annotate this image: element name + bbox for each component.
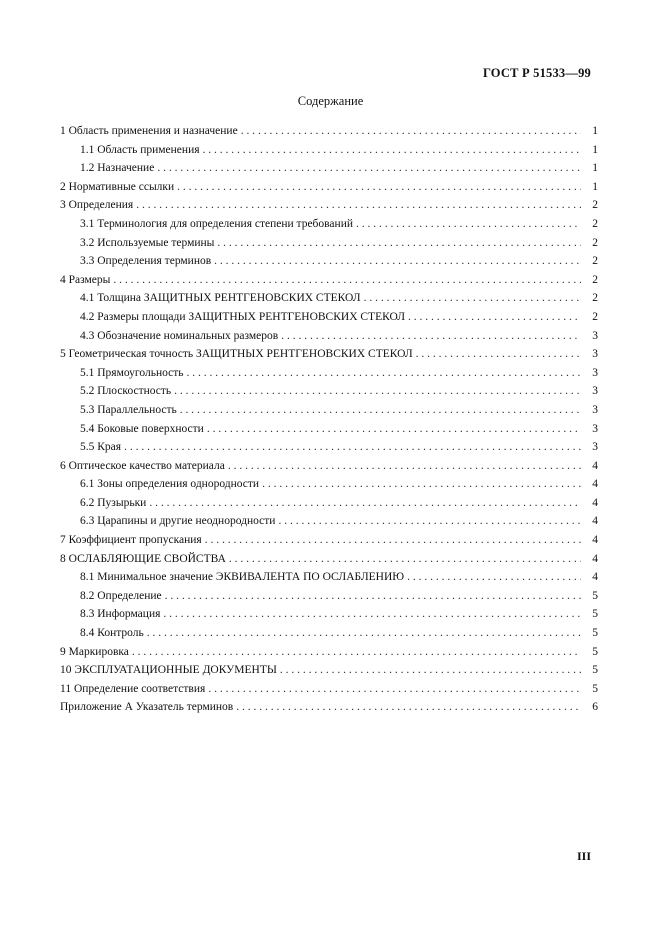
dot-leader — [262, 475, 581, 494]
toc-entry — [60, 438, 598, 457]
toc-entry-page: 6 — [592, 701, 598, 714]
toc-entry-label: Приложение А Указатель терминов — [60, 701, 234, 714]
toc-entry-page: 1 — [592, 162, 598, 175]
toc-entry-page: 3 — [592, 385, 598, 398]
dot-leader — [229, 550, 581, 569]
toc-entry — [60, 401, 598, 420]
toc-entry — [60, 159, 598, 178]
toc-entry — [60, 587, 598, 606]
toc-entry — [60, 457, 598, 476]
toc-entry-page: 1 — [592, 143, 598, 156]
toc-entry — [60, 178, 598, 197]
dot-leader — [147, 624, 581, 643]
dot-leader — [207, 420, 581, 439]
toc-entry — [60, 345, 598, 364]
toc-entry — [60, 308, 598, 327]
toc-entry — [60, 141, 598, 160]
toc-entry-label: 10 ЭКСПЛУАТАЦИОННЫЕ ДОКУМЕНТЫ — [60, 664, 277, 677]
toc-entry-label: 8.3 Информация — [80, 608, 161, 621]
toc-entry-page: 5 — [592, 682, 598, 695]
toc-entry-page: 5 — [592, 627, 598, 640]
dot-leader — [113, 271, 581, 290]
dot-leader — [241, 122, 581, 141]
dot-leader — [217, 234, 581, 253]
toc-entry-page: 2 — [592, 255, 598, 268]
toc-entry-label: 8.2 Определение — [80, 589, 162, 602]
toc-entry-page: 4 — [592, 552, 598, 565]
toc-entry-page: 2 — [592, 310, 598, 323]
toc-entry-page: 4 — [592, 534, 598, 547]
toc-entry-page: 4 — [592, 571, 598, 584]
toc-entry-page: 4 — [592, 478, 598, 491]
toc-entry-page: 5 — [592, 645, 598, 658]
toc-entry-page: 1 — [592, 125, 598, 137]
toc-entry-page: 3 — [592, 441, 598, 454]
toc-entry-label: 3.3 Определения терминов — [80, 255, 212, 268]
toc-entry-label: 5 Геометрическая точность ЗАЩИТНЫХ РЕНТГЕНОВСКИХ СТЕКОЛ — [60, 348, 413, 361]
dot-leader — [124, 438, 581, 457]
dot-leader — [364, 289, 581, 308]
toc-entry-page: 5 — [592, 589, 598, 602]
toc-entry-page: 1 — [592, 180, 598, 193]
toc-entry — [60, 382, 598, 401]
toc-entry — [60, 215, 598, 234]
toc-entry-page: 3 — [592, 403, 598, 416]
toc-entry-label: 11 Определение соответствия — [60, 682, 206, 695]
toc-entry-label: 1.2 Назначение — [80, 162, 155, 175]
dot-leader — [163, 605, 581, 624]
toc-entry — [60, 624, 598, 643]
dot-leader — [208, 680, 581, 699]
toc-entry-page: 2 — [592, 236, 598, 249]
toc-entry — [60, 252, 598, 271]
toc-entry-label: 1.1 Область применения — [80, 143, 200, 156]
toc-entry-page: 3 — [592, 348, 598, 361]
toc-entry-label: 5.2 Плоскостность — [80, 385, 172, 398]
dot-leader — [205, 531, 581, 550]
toc-entry-label: 5.5 Края — [80, 441, 122, 454]
toc-entry-page: 2 — [592, 273, 598, 286]
toc-entry-page: 3 — [592, 422, 598, 435]
toc-entry — [60, 531, 598, 550]
dot-leader — [136, 196, 581, 215]
toc-entry-label: 4 Размеры — [60, 273, 111, 286]
dot-leader — [408, 308, 581, 327]
toc-entry-label: 6.3 Царапины и другие неоднородности — [80, 515, 276, 528]
toc-entry-label: 3 Определения — [60, 199, 134, 212]
toc-entry-label: 2 Нормативные ссылки — [60, 180, 175, 193]
dot-leader — [228, 457, 581, 476]
dot-leader — [149, 494, 581, 513]
toc-entry-label: 3.1 Терминология для определения степени требований — [80, 217, 354, 230]
toc-entry — [60, 271, 598, 290]
toc-entry-label: 4.3 Обозначение номинальных размеров — [80, 329, 279, 342]
toc-entry — [60, 605, 598, 624]
toc-entry — [60, 643, 598, 662]
dot-leader — [180, 401, 581, 420]
toc-entry-label: 5.1 Прямоугольность — [80, 366, 184, 379]
toc-entry — [60, 698, 598, 717]
dot-leader — [203, 141, 581, 160]
toc-entry-label: 1 Область применения и назначение — [60, 125, 238, 137]
toc-entry-label: 8.4 Контроль — [80, 627, 144, 640]
toc-entry-label: 7 Коэффициент пропускания — [60, 534, 202, 547]
dot-leader — [281, 327, 581, 346]
dot-leader — [407, 568, 581, 587]
toc-entry — [60, 512, 598, 531]
toc-entry — [60, 680, 598, 699]
toc-entry-page: 4 — [592, 459, 598, 472]
toc-entry — [60, 234, 598, 253]
toc-entry — [60, 661, 598, 680]
toc-entry-page: 4 — [592, 515, 598, 528]
toc-entry-label: 6.2 Пузырьки — [80, 496, 147, 509]
toc-entry-label: 5.4 Боковые поверхности — [80, 422, 204, 435]
dot-leader — [157, 159, 581, 178]
toc-entry-label: 4.1 Толщина ЗАЩИТНЫХ РЕНТГЕНОВСКИХ СТЕКОЛ — [80, 292, 361, 305]
page-number: III — [576, 849, 591, 863]
dot-leader — [416, 345, 581, 364]
toc-entry-page: 5 — [592, 664, 598, 677]
toc-entry — [60, 420, 598, 439]
dot-leader — [165, 587, 581, 606]
toc-entry — [60, 327, 598, 346]
toc-entry-label: 9 Маркировка — [60, 645, 129, 658]
toc-entry-page: 2 — [592, 217, 598, 230]
toc-entry-page: 3 — [592, 366, 598, 379]
toc-title: Содержание — [297, 94, 364, 108]
toc-entry-page: 2 — [592, 292, 598, 305]
dot-leader — [187, 364, 581, 383]
toc-entry — [60, 550, 598, 569]
toc-entry-label: 8.1 Минимальное значение ЭКВИВАЛЕНТА ПО ОСЛАБЛЕНИЮ — [80, 571, 405, 584]
toc-entry-label: 6 Оптическое качество материала — [60, 459, 225, 472]
toc-entry-page: 5 — [592, 608, 598, 621]
dot-leader — [236, 698, 581, 717]
toc-entry — [60, 494, 598, 513]
toc-entry-label: 3.2 Используемые термины — [80, 236, 215, 249]
toc-entry — [60, 122, 598, 141]
toc-entry — [60, 568, 598, 587]
dot-leader — [280, 661, 581, 680]
toc-entry-page: 4 — [592, 496, 598, 509]
toc-entry — [60, 475, 598, 494]
toc-entry — [60, 196, 598, 215]
toc-entry-label: 8 ОСЛАБЛЯЮЩИЕ СВОЙСТВА — [60, 552, 226, 565]
dot-leader — [177, 178, 581, 197]
dot-leader — [174, 382, 581, 401]
dot-leader — [278, 512, 581, 531]
dot-leader — [132, 643, 581, 662]
dot-leader — [214, 252, 581, 271]
toc-entry-label: 4.2 Размеры площади ЗАЩИТНЫХ РЕНТГЕНОВСКИХ СТЕКОЛ — [80, 310, 406, 323]
toc-entry — [60, 364, 598, 383]
table-of-contents — [60, 122, 598, 717]
document-code: ГОСТ Р 51533—99 — [482, 66, 591, 80]
dot-leader — [356, 215, 581, 234]
toc-entry-page: 3 — [592, 329, 598, 342]
toc-entry-page: 2 — [592, 199, 598, 212]
toc-entry-label: 6.1 Зоны определения однородности — [80, 478, 260, 491]
toc-entry-label: 5.3 Параллельность — [80, 403, 177, 416]
toc-entry — [60, 289, 598, 308]
